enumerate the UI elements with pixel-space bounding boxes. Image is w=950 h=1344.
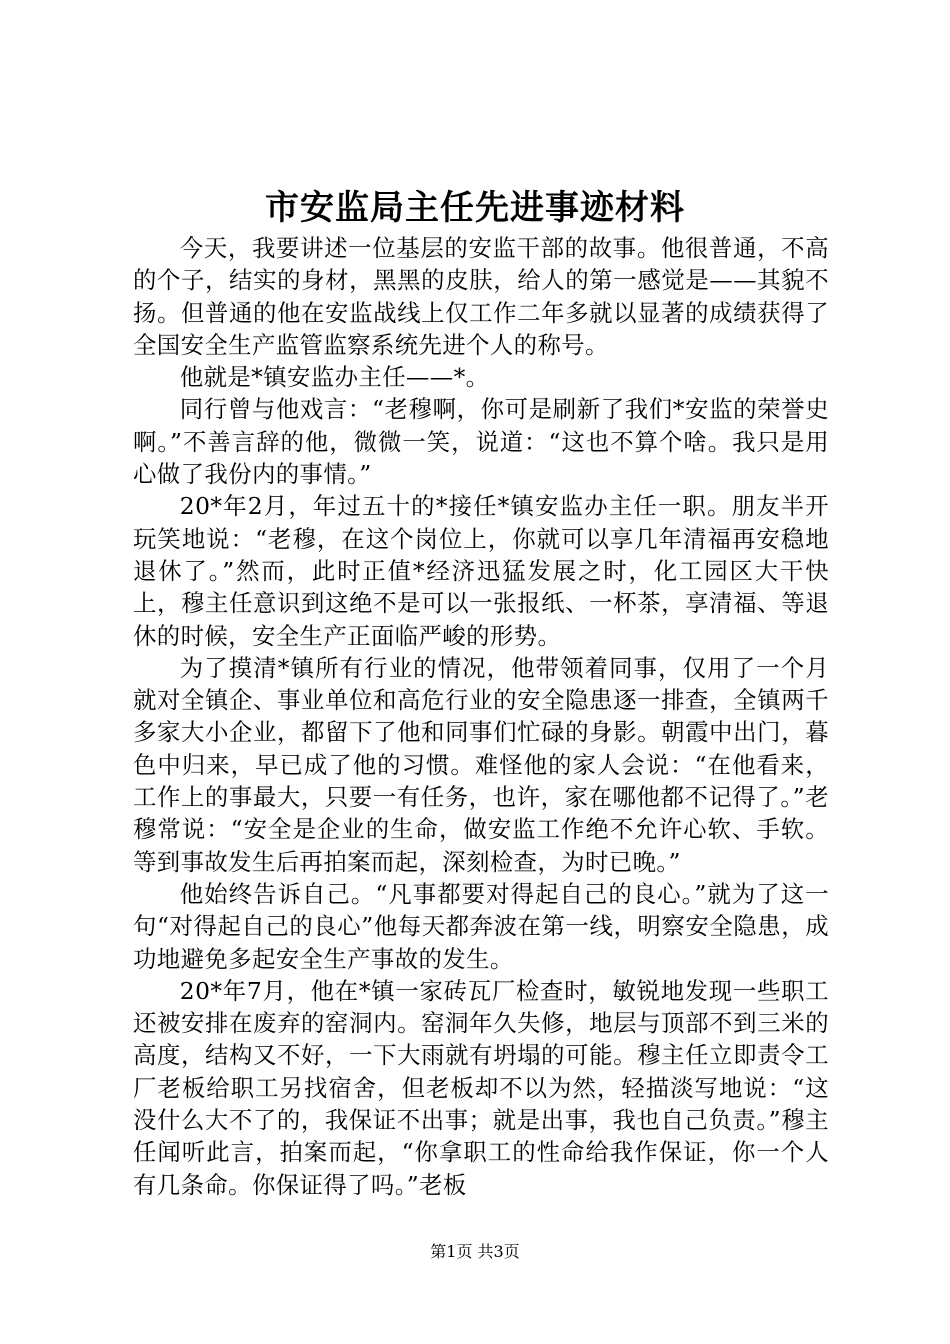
page-number-footer: 第1页 共3页 (430, 1242, 520, 1261)
paragraph: 同行曾与他戏言：“老穆啊，你可是刷新了我们*安监的荣誉史啊。”不善言辞的他，微微一笑，说道：“这也不算个啥。我只是用心做了我份内的事情。” (133, 395, 829, 489)
document-body (133, 232, 829, 1201)
paragraph: 20*年7月，他在*镇一家砖瓦厂检查时，敏锐地发现一些职工还被安排在废弃的窑洞内。窑洞年久失修，地层与顶部不到三米的高度，结构又不好，一下大雨就有坍塌的可能。穆主任立即责令工厂老板给职工另找宿舍，但老板却不以为然，轻描淡写地说：“这没什么大不了的，我保证不出事；就是出事，我也自己负责。”穆主任闻听此言，拍案而起，“你拿职工的性命给我作保证，你一个人有几条命。你保证得了吗。”老板 (133, 976, 829, 1199)
paragraph: 今天，我要讲述一位基层的安监干部的故事。他很普通，不高的个子，结实的身材，黑黑的皮肤，给人的第一感觉是——其貌不扬。但普通的他在安监战线上仅工作二年多就以显著的成绩获得了全国安全生产监管监察系统先进个人的称号。 (133, 234, 829, 359)
paragraph: 为了摸清*镇所有行业的情况，他带领着同事，仅用了一个月就对全镇企、事业单位和高危行业的安全隐患逐一排查，全镇两千多家大小企业，都留下了他和同事们忙碌的身影。朝霞中出门，暮色中归来，早已成了他的习惯。难怪他的家人会说：“在他看来，工作上的事最大，只要一有任务，也许，家在哪他都不记得了。”老穆常说：“安全是企业的生命，做安监工作绝不允许心软、手软。等到事故发生后再拍案而起，深刻检查，为时已晚。” (133, 653, 829, 876)
paragraph: 他始终告诉自己。“凡事都要对得起自己的良心。”就为了这一句“对得起自己的良心”他每天都奔波在第一线，明察安全隐患，成功地避免多起安全生产事故的发生。 (133, 879, 829, 973)
paragraph: 他就是*镇安监办主任——*。 (179, 363, 490, 392)
paragraph: 20*年2月，年过五十的*接任*镇安监办主任一职。朋友半开玩笑地说：“老穆，在这个岗位上，你就可以享几年清福再安稳地退休了。”然而，此时正值*经济迅猛发展之时，化工园区大干快上，穆主任意识到这绝不是可以一张报纸、一杯茶，享清福、等退休的时候，安全生产正面临严峻的形势。 (133, 492, 829, 650)
document-title: 市安监局主任先进事迹材料 (265, 188, 685, 228)
